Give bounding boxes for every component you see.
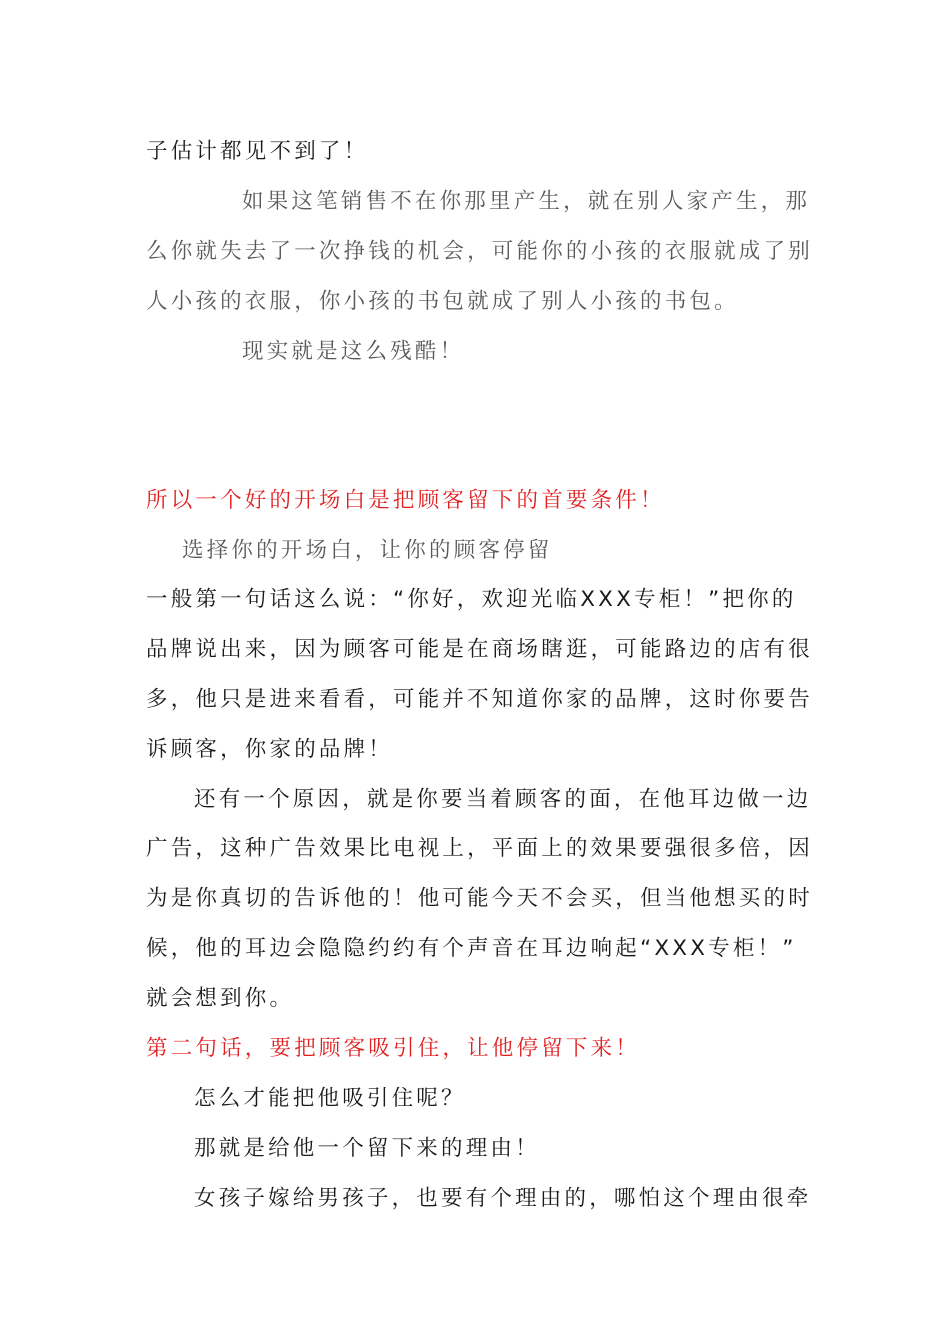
paragraph-line: 现实就是这么残酷！ bbox=[242, 339, 465, 364]
paragraph-line: 选择你的开场白，让你的顾客停留 bbox=[182, 538, 553, 563]
paragraph-line: 品牌说出来，因为顾客可能是在商场瞎逛，可能路边的店有很 bbox=[146, 637, 813, 662]
paragraph-line: 那就是给他一个留下来的理由！ bbox=[194, 1136, 540, 1161]
paragraph-line: 诉顾客，你家的品牌！ bbox=[146, 737, 394, 762]
paragraph-line: 候，他的耳边会隐隐约约有个声音在耳边响起“XXX专柜！” bbox=[146, 936, 797, 961]
section-heading: 所以一个好的开场白是把顾客留下的首要条件！ bbox=[146, 488, 665, 513]
paragraph-line: 子估计都见不到了！ bbox=[146, 139, 369, 164]
paragraph-line: 人小孩的衣服，你小孩的书包就成了别人小孩的书包。 bbox=[146, 289, 739, 314]
paragraph-line: 还有一个原因，就是你要当着顾客的面，在他耳边做一边 bbox=[194, 787, 812, 812]
paragraph-line: 怎么才能把他吸引住呢？ bbox=[194, 1086, 466, 1111]
paragraph-line: 多，他只是进来看看，可能并不知道你家的品牌，这时你要告 bbox=[146, 687, 813, 712]
paragraph-line: 女孩子嫁给男孩子，也要有个理由的，哪怕这个理由很牵 bbox=[194, 1186, 812, 1211]
paragraph-line: 为是你真切的告诉他的！他可能今天不会买，但当他想买的时 bbox=[146, 886, 813, 911]
paragraph-line: 就会想到你。 bbox=[146, 986, 295, 1011]
paragraph-line: 一般第一句话这么说：“你好，欢迎光临XXX专柜！”把你的 bbox=[146, 587, 797, 612]
section-heading: 第二句话，要把顾客吸引住，让他停留下来！ bbox=[146, 1036, 641, 1061]
paragraph-line: 么你就失去了一次挣钱的机会，可能你的小孩的衣服就成了别 bbox=[146, 239, 813, 264]
paragraph-line: 如果这笔销售不在你那里产生，就在别人家产生，那 bbox=[242, 189, 811, 214]
paragraph-line: 广告，这种广告效果比电视上，平面上的效果要强很多倍，因 bbox=[146, 836, 813, 861]
